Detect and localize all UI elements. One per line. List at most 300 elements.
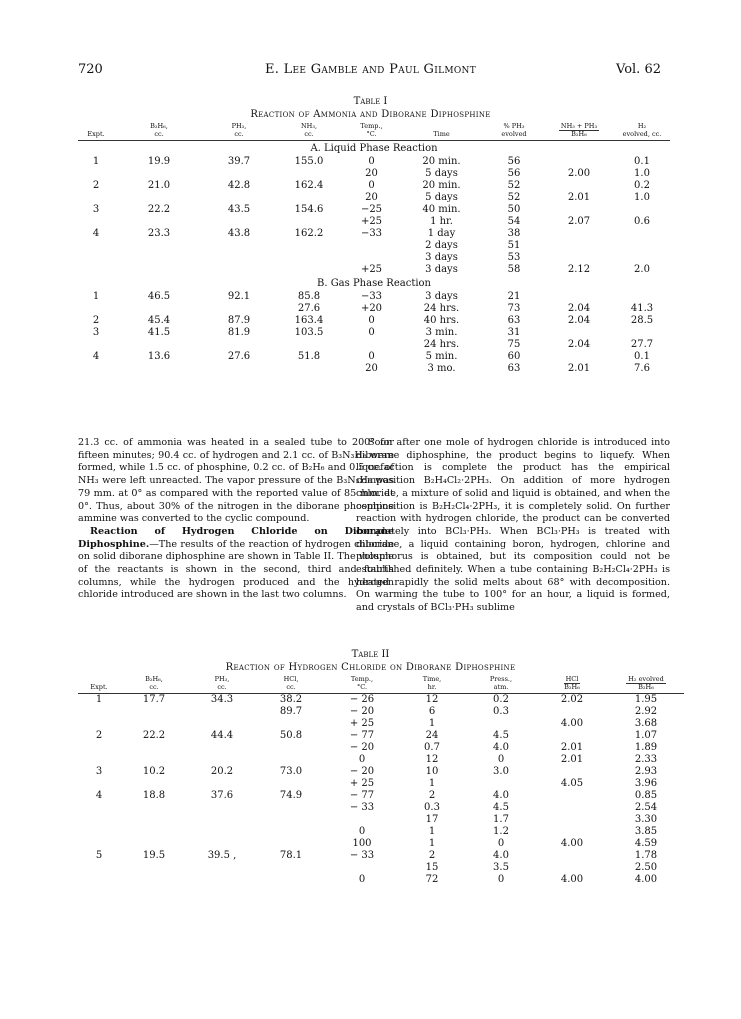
volume-number: Vol. 62: [616, 62, 661, 77]
table-row: [78, 351, 670, 363]
cell-time: 5 days: [425, 192, 458, 203]
cell-temp: 0: [358, 826, 366, 837]
cell-h2-ratio: 3.96: [634, 778, 658, 789]
cell-time: 1: [428, 826, 436, 837]
cell-b2h6: [114, 339, 204, 351]
t1-section-b-title: B. Gas Phase Reaction: [316, 278, 431, 289]
cell-temp: 100: [352, 838, 372, 849]
cell-time: 1 hr.: [430, 216, 453, 227]
cell-nh3: [274, 192, 344, 204]
t2-h-press: [466, 675, 536, 693]
table-row: [78, 291, 670, 303]
table-row: [78, 192, 670, 204]
t1-h-h2-label: H₂: [637, 122, 647, 130]
cell-press: 4.5: [493, 802, 509, 813]
cell-b2h6: [114, 240, 204, 252]
table-row: [78, 790, 684, 802]
cell-time: 3 days: [425, 264, 458, 275]
t2-h-hcl-label: HCl,: [283, 675, 299, 683]
cell-ph3: 92.1: [227, 291, 251, 302]
t1-h-h2-label2: evolved, cc.: [622, 130, 662, 138]
t2-h-h2-numerator: H₂ evolved: [628, 675, 664, 683]
cell-ph3-evolved: 73: [507, 303, 521, 314]
t1-h-b2h6: [114, 122, 204, 140]
cell-ratio: [544, 204, 614, 216]
t2-h-time-unit: hr.: [427, 683, 437, 691]
cell-expt: [78, 838, 120, 850]
cell-time: 17: [425, 814, 439, 825]
cell-time: 2: [428, 850, 436, 861]
cell-expt: [78, 168, 114, 180]
cell-ratio: [544, 240, 614, 252]
cell-expt: [78, 706, 120, 718]
cell-time: 3 min.: [425, 327, 458, 338]
cell-b2h6: [120, 826, 188, 838]
cell-temp: −25: [360, 204, 383, 215]
cell-ph3: 43.8: [227, 228, 251, 239]
t1-section-b-title-row: [78, 276, 670, 291]
cell-temp: [326, 862, 398, 874]
t2-h-ph3-unit: cc.: [217, 683, 227, 691]
cell-b2h6: 18.8: [142, 790, 166, 801]
table-row: [78, 156, 670, 168]
table2-body: [78, 694, 684, 887]
table2: [78, 675, 684, 886]
cell-h2-evolved: [614, 327, 670, 339]
cell-h2-evolved: 0.2: [634, 180, 650, 191]
cell-press: 4.0: [493, 850, 509, 861]
cell-hcl: [256, 826, 326, 838]
cell-expt: 1: [92, 291, 100, 302]
table-row: [78, 327, 670, 339]
cell-temp: [344, 339, 399, 351]
table-row: [78, 754, 684, 766]
cell-nh3: 162.2: [294, 228, 324, 239]
left-paragraph-1: 21.3 cc. of ammonia was heated in a sealed tube to 200° for fifteen minutes; 90.4 cc. of hydrogen and 2.1 cc. of B₃N₃H₆ were formed, while 1.5 cc. of phosphine, 0.2 cc. of B₂H₆ and 0.5 cc. of NH₃ were left unreacted. The vapor pressure of the B₃N₃H₆ was 79 mm. at 0° as compared with the reported value of 85 mm. at 0°. Thus, about 30% of the nitrogen in the diborane phosphine ammine was converted to the cyclic compound.: [78, 437, 394, 525]
cell-time: 10: [425, 766, 439, 777]
cell-ratio: [544, 228, 614, 240]
cell-hcl-ratio: 2.01: [560, 754, 584, 765]
cell-time: 24: [425, 730, 439, 741]
cell-ph3: [188, 862, 256, 874]
cell-ph3: 81.9: [227, 327, 251, 338]
t1-h-temp-unit: °C.: [366, 130, 377, 138]
cell-h2-evolved: [614, 252, 670, 264]
cell-b2h6: [114, 303, 204, 315]
cell-ph3: 39.7: [227, 156, 251, 167]
table-row: [78, 862, 684, 874]
cell-h2-evolved: 1.0: [634, 168, 650, 179]
cell-h2-ratio: 1.89: [634, 742, 658, 753]
table-row: [78, 742, 684, 754]
cell-time: 6: [428, 706, 436, 717]
cell-temp: − 33: [349, 850, 375, 861]
cell-temp: +25: [360, 216, 383, 227]
table-row: [78, 874, 684, 886]
cell-ph3: [188, 718, 256, 730]
cell-b2h6: [114, 168, 204, 180]
cell-ph3: [188, 838, 256, 850]
cell-ratio: 2.01: [567, 192, 591, 203]
cell-ratio: 2.04: [567, 315, 591, 326]
t2-h-temp-label: Temp.,: [350, 675, 374, 683]
cell-ph3: [204, 339, 274, 351]
table-row: [78, 216, 670, 228]
table-row: [78, 264, 670, 276]
cell-time: 1: [428, 778, 436, 789]
cell-temp: 0: [368, 180, 375, 191]
cell-expt: 4: [92, 228, 100, 239]
t2-h-ph3-label: PH₃,: [214, 675, 230, 683]
table-row: [78, 252, 670, 264]
cell-ph3-evolved: 53: [507, 252, 521, 263]
cell-hcl: 74.9: [279, 790, 303, 801]
cell-expt: 2: [92, 315, 100, 326]
cell-time: 20 min.: [422, 156, 461, 167]
cell-expt: [78, 264, 114, 276]
right-paragraph-1: Soon after one mole of hydrogen chloride is introduced into diborane diphosphine, the product begins to liquefy. When liquefaction is complete the product has the empirical composition B₂H₄Cl₂·2PH₃. On addition of more hydrogen chloride, a mixture of solid and liquid is obtained, and when the composition is B₂H₂Cl₄·2PH₃, it is completely solid. On further reaction with hydrogen chloride, the product can be converted completely into BCl₃·PH₃. When BCl₃·PH₃ is treated with diborane, a liquid containing boron, hydrogen, chlorine and phosphorus is obtained, but its composition could not be established definitely. When a tube containing B₂H₂Cl₄·2PH₃ is heated rapidly the solid melts about 68° with decomposition. On warming the tube to 100° for an hour, a liquid is formed, and crystals of BCl₃·PH₃ sublime: [356, 437, 670, 614]
cell-h2-ratio: 3.85: [634, 826, 658, 837]
cell-ph3-evolved: 56: [507, 168, 521, 179]
cell-expt: [78, 240, 114, 252]
cell-h2-evolved: [614, 240, 670, 252]
cell-h2-evolved: 28.5: [630, 315, 654, 326]
cell-h2-ratio: 1.95: [634, 694, 658, 705]
t2-h-hcl: [256, 675, 326, 693]
table1-section-a: [78, 141, 670, 277]
cell-b2h6: [120, 802, 188, 814]
cell-hcl: 50.8: [279, 730, 303, 741]
t1-h-expt: Expt.: [87, 130, 105, 138]
cell-ph3: 44.4: [210, 730, 234, 741]
left-text-column: [78, 437, 394, 602]
cell-ph3: 43.5: [227, 204, 251, 215]
cell-hcl-ratio: [536, 790, 608, 802]
cell-expt: 1: [92, 156, 100, 167]
cell-ratio: [544, 252, 614, 264]
cell-hcl: [256, 814, 326, 826]
cell-hcl: [256, 778, 326, 790]
cell-ph3: [204, 252, 274, 264]
table-row: [78, 826, 684, 838]
t1-h-ratio-numerator: NH₃ + PH₃: [560, 122, 598, 130]
cell-hcl: [256, 838, 326, 850]
cell-ph3: [204, 168, 274, 180]
t2-h-h2-ratio: [608, 675, 684, 693]
cell-time: 12: [425, 694, 439, 705]
cell-b2h6: 22.2: [147, 204, 171, 215]
cell-hcl-ratio: [536, 850, 608, 862]
t1-h-ratio-denominator: B₂H₆: [571, 130, 587, 138]
t1-h-ratio: [544, 122, 614, 140]
cell-expt: [78, 192, 114, 204]
cell-press: 3.5: [493, 862, 509, 873]
t1-h-ph3-label: PH₃,: [231, 122, 247, 130]
cell-temp: 20: [365, 363, 378, 374]
cell-press: 4.0: [493, 790, 509, 801]
cell-expt: [78, 742, 120, 754]
t2-h-temp: [326, 675, 398, 693]
t1-h-time: Time: [433, 130, 450, 138]
cell-ph3: 87.9: [227, 315, 251, 326]
cell-ratio: 2.04: [567, 339, 591, 350]
table-row: [78, 240, 670, 252]
cell-ph3-evolved: 21: [507, 291, 521, 302]
section-heading-hcl: Reaction of Hydrogen Chloride on Diborane Diphosphine.: [78, 525, 394, 550]
table-row: [78, 850, 684, 862]
t1-h-b2h6-label: B₂H₆,: [150, 122, 168, 130]
cell-ph3-evolved: 60: [507, 351, 521, 362]
cell-temp: − 26: [349, 694, 375, 705]
t1-h-nh3-label: NH₃,: [300, 122, 318, 130]
cell-temp: 20: [365, 168, 378, 179]
cell-h2-evolved: 27.7: [630, 339, 654, 350]
t2-h-expt: Expt.: [90, 683, 108, 691]
cell-b2h6: 13.6: [147, 351, 171, 362]
cell-time: 3 days: [425, 291, 458, 302]
cell-hcl-ratio: [536, 706, 608, 718]
cell-expt: 4: [92, 351, 100, 362]
cell-ratio: 2.01: [567, 363, 591, 374]
cell-press: 0: [497, 874, 505, 885]
cell-expt: [78, 339, 114, 351]
cell-hcl: [256, 742, 326, 754]
cell-b2h6: [120, 838, 188, 850]
table-row: [78, 814, 684, 826]
table2-title: Reaction of Hydrogen Chloride on Diborane Diphosphine: [225, 662, 516, 673]
cell-temp: + 25: [349, 718, 375, 729]
table-row: [78, 706, 684, 718]
table1-label: Table I: [353, 96, 388, 107]
table-row: [78, 180, 670, 192]
cell-hcl: 89.7: [279, 706, 303, 717]
cell-ratio: [544, 351, 614, 363]
cell-hcl-ratio: 4.00: [560, 838, 584, 849]
cell-press: [466, 718, 536, 730]
cell-time: 2 days: [425, 240, 458, 251]
cell-temp: [344, 240, 399, 252]
cell-ratio: [544, 156, 614, 168]
cell-ph3-evolved: 51: [507, 240, 521, 251]
table-row: [78, 838, 684, 850]
cell-b2h6: [120, 706, 188, 718]
cell-time: 24 hrs.: [423, 339, 460, 350]
table-row: [78, 363, 670, 375]
cell-expt: [78, 718, 120, 730]
cell-h2-ratio: 3.68: [634, 718, 658, 729]
t2-h-time: [398, 675, 466, 693]
cell-ph3-evolved: 63: [507, 363, 521, 374]
cell-ratio: 2.12: [567, 264, 591, 275]
cell-h2-ratio: 2.92: [634, 706, 658, 717]
cell-time: 20 min.: [422, 180, 461, 191]
cell-b2h6: [120, 718, 188, 730]
table-row: [78, 718, 684, 730]
cell-h2-ratio: 4.00: [634, 874, 658, 885]
cell-expt: 5: [95, 850, 103, 861]
cell-b2h6: 22.2: [142, 730, 166, 741]
cell-hcl-ratio: 4.00: [560, 718, 584, 729]
cell-ph3-evolved: 31: [507, 327, 521, 338]
cell-b2h6: 46.5: [147, 291, 171, 302]
cell-b2h6: [120, 862, 188, 874]
t1-section-a-title: A. Liquid Phase Reaction: [310, 143, 438, 154]
cell-ph3: [204, 192, 274, 204]
cell-nh3: [274, 264, 344, 276]
cell-temp: 20: [365, 192, 378, 203]
cell-ph3: 42.8: [227, 180, 251, 191]
table2-label: Table II: [351, 649, 390, 660]
table-row: [78, 730, 684, 742]
cell-nh3: [274, 339, 344, 351]
cell-temp: +20: [360, 303, 383, 314]
t2-h-press-unit: atm.: [493, 683, 509, 691]
cell-ph3: [204, 264, 274, 276]
page-number: 720: [78, 62, 103, 77]
t2-h-press-label: Press.,: [489, 675, 513, 683]
table1-header-row: [78, 122, 670, 140]
cell-nh3: [274, 252, 344, 264]
left-paragraph-2-text: —The results of the reaction of hydrogen chloride on solid diborane diphosphine are shown in Table II. The volume of the reactants is shown in the second, third and fourth columns, while the hydrogen produced and the hydrogen chloride introduced are shown in the last two columns.: [78, 538, 394, 601]
cell-time: 1: [428, 838, 436, 849]
cell-press: 4.0: [493, 742, 509, 753]
cell-temp: − 33: [349, 802, 375, 813]
cell-temp: 0: [368, 315, 375, 326]
cell-expt: 2: [92, 180, 100, 191]
cell-ph3: 20.2: [210, 766, 234, 777]
cell-b2h6: [120, 742, 188, 754]
cell-expt: 1: [95, 694, 103, 705]
cell-ph3: 27.6: [227, 351, 251, 362]
table-row: [78, 778, 684, 790]
cell-ph3: 39.5 ,: [207, 850, 237, 861]
cell-time: 0.3: [424, 802, 440, 813]
cell-h2-evolved: 7.6: [634, 363, 650, 374]
cell-expt: 2: [95, 730, 103, 741]
cell-expt: [78, 778, 120, 790]
cell-b2h6: 19.9: [147, 156, 171, 167]
cell-time: 3 days: [425, 252, 458, 263]
cell-temp: −33: [360, 228, 383, 239]
cell-time: 0.7: [424, 742, 440, 753]
cell-ratio: [544, 180, 614, 192]
cell-press: 0.3: [493, 706, 509, 717]
table-row: [78, 168, 670, 180]
cell-b2h6: 23.3: [147, 228, 171, 239]
cell-nh3: [274, 216, 344, 228]
t1-h-temp: [344, 122, 399, 140]
cell-ph3-evolved: 63: [507, 315, 521, 326]
cell-ph3: [188, 814, 256, 826]
t1-h-h2: [614, 122, 670, 140]
cell-temp: 0: [358, 754, 366, 765]
t1-h-ph3-evolved-label: % PH₃: [503, 122, 525, 130]
cell-time: 5 days: [425, 168, 458, 179]
cell-b2h6: 21.0: [147, 180, 171, 191]
cell-time: 15: [425, 862, 439, 873]
t1-section-a-title-row: [78, 141, 670, 157]
t1-h-ph3-evolved-label2: evolved: [501, 130, 527, 138]
t1-h-nh3-unit: cc.: [304, 130, 314, 138]
cell-b2h6: [114, 216, 204, 228]
cell-ratio: [544, 291, 614, 303]
cell-b2h6: [114, 264, 204, 276]
cell-ratio: 2.04: [567, 303, 591, 314]
t1-h-ph3: [204, 122, 274, 140]
table-row: [78, 303, 670, 315]
cell-h2-ratio: 1.07: [634, 730, 658, 741]
cell-ph3: [204, 216, 274, 228]
table2-header-row: [78, 675, 684, 693]
cell-expt: [78, 814, 120, 826]
cell-h2-evolved: 41.3: [630, 303, 654, 314]
cell-h2-ratio: 2.33: [634, 754, 658, 765]
cell-press: [466, 778, 536, 790]
cell-h2-ratio: 2.50: [634, 862, 658, 873]
cell-h2-ratio: 4.59: [634, 838, 658, 849]
cell-ratio: 2.00: [567, 168, 591, 179]
cell-temp: − 20: [349, 766, 375, 777]
cell-expt: [78, 363, 114, 375]
cell-time: 5 min.: [425, 351, 458, 362]
cell-expt: [78, 802, 120, 814]
t1-h-temp-label: Temp.,: [360, 122, 383, 130]
cell-temp: + 25: [349, 778, 375, 789]
cell-hcl: [256, 802, 326, 814]
cell-ph3-evolved: 75: [507, 339, 521, 350]
t2-h-b2h6: [120, 675, 188, 693]
cell-ph3: 37.6: [210, 790, 234, 801]
cell-h2-ratio: 2.54: [634, 802, 658, 813]
table-row: [78, 315, 670, 327]
cell-hcl-ratio: 4.00: [560, 874, 584, 885]
cell-hcl-ratio: [536, 814, 608, 826]
cell-h2-evolved: [614, 291, 670, 303]
cell-nh3: 103.5: [294, 327, 324, 338]
cell-expt: [78, 303, 114, 315]
table-row: [78, 766, 684, 778]
cell-b2h6: 19.5: [142, 850, 166, 861]
t1-h-nh3: [274, 122, 344, 140]
cell-ph3: [204, 240, 274, 252]
cell-h2-evolved: 0.6: [634, 216, 650, 227]
cell-h2-ratio: 2.93: [634, 766, 658, 777]
cell-expt: 3: [95, 766, 103, 777]
cell-ph3: [188, 754, 256, 766]
cell-time: 3 mo.: [427, 363, 456, 374]
cell-nh3: 163.4: [294, 315, 324, 326]
cell-temp: 0: [368, 351, 375, 362]
cell-temp: 0: [358, 874, 366, 885]
cell-hcl: 38.2: [279, 694, 303, 705]
cell-h2-evolved: [614, 204, 670, 216]
cell-time: 40 hrs.: [423, 315, 460, 326]
cell-nh3: 162.4: [294, 180, 324, 191]
cell-press: 0: [497, 754, 505, 765]
cell-b2h6: [120, 874, 188, 886]
table-row: [78, 339, 670, 351]
cell-hcl-ratio: [536, 802, 608, 814]
t1-h-ph3-unit: cc.: [234, 130, 244, 138]
t2-h-time-label: Time,: [422, 675, 442, 683]
cell-nh3: [274, 168, 344, 180]
cell-b2h6: [120, 754, 188, 766]
t2-h-ratio: [536, 675, 608, 693]
cell-expt: 3: [92, 327, 100, 338]
cell-h2-ratio: 3.30: [634, 814, 658, 825]
cell-hcl: 78.1: [279, 850, 303, 861]
cell-time: 2: [428, 790, 436, 801]
